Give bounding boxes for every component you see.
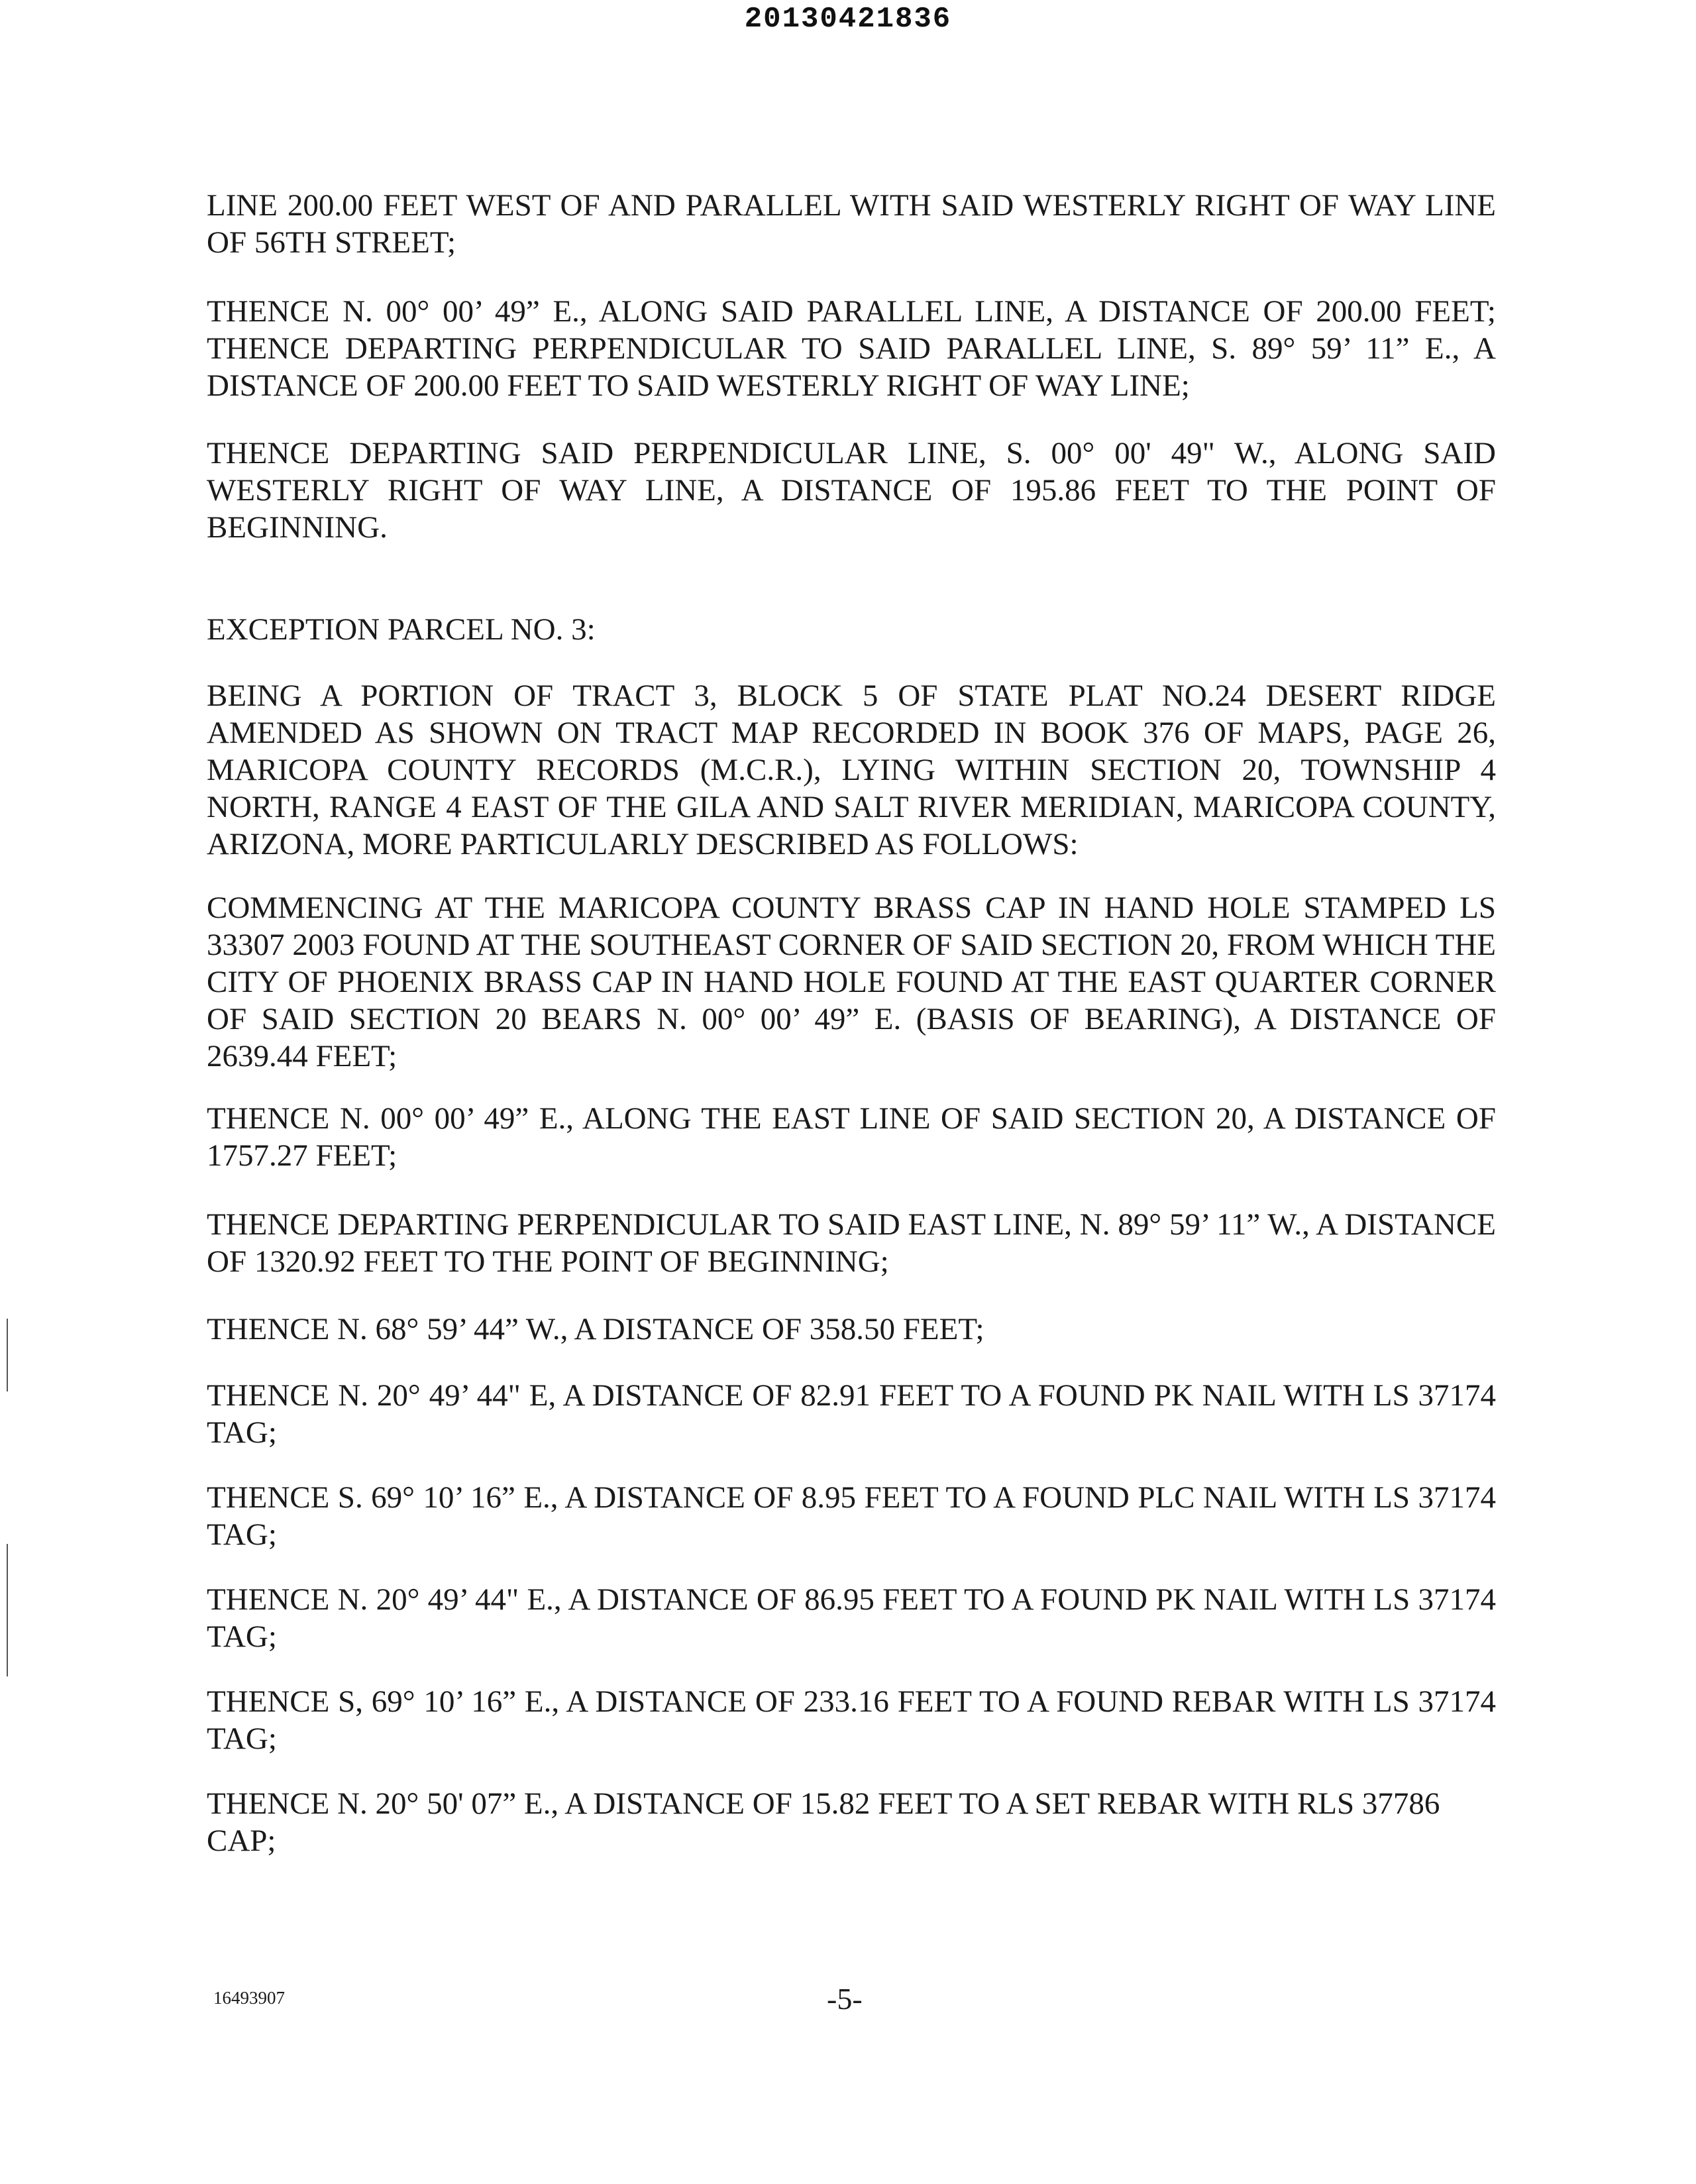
scan-edge-mark — [7, 1319, 8, 1392]
scan-edge-mark — [7, 1544, 8, 1676]
paragraph-commencing: COMMENCING AT THE MARICOPA COUNTY BRASS CAP IN HAND HOLE STAMPED LS 33307 2003 FOUND AT THE SOUTHEAST CORNER OF SAID SECTION 20, FROM WHICH THE CITY OF PHOENIX BRASS CAP IN HAND HOLE FOUND AT THE EAST QUARTER CORNER OF SAID SECTION 20 BEARS N. 00° 00’ 49” E. (BASIS OF BEARING), A DISTANCE OF 2639.44 FEET; — [207, 891, 1496, 1073]
footer-page-number: -5- — [827, 1982, 863, 2016]
paragraph-being-a-portion: BEING A PORTION OF TRACT 3, BLOCK 5 OF STATE PLAT NO.24 DESERT RIDGE AMENDED AS SHOWN ON TRACT MAP RECORDED IN BOOK 376 OF MAPS, PAGE 26, MARICOPA COUNTY RECORDS (M.C.R.), LYING WITHIN SECTION 20, TOWNSHIP 4 NORTH, RANGE 4 EAST OF THE GILA AND SALT RIVER MERIDIAN, MARICOPA COUNTY, ARIZONA, MORE PARTICULARLY DESCRIBED AS FOLLOWS: — [207, 679, 1496, 861]
paragraph-line-200-feet-west: LINE 200.00 FEET WEST OF AND PARALLEL WITH SAID WESTERLY RIGHT OF WAY LINE OF 56TH STREET; — [207, 188, 1496, 260]
paragraph-thence-8-feet: THENCE S. 69° 10’ 16” E., A DISTANCE OF 8.95 FEET TO A FOUND PLC NAIL WITH LS 37174 TAG; — [207, 1480, 1496, 1552]
paragraph-thence-358-feet: THENCE N. 68° 59’ 44” W., A DISTANCE OF 358.50 FEET; — [207, 1312, 984, 1346]
paragraph-thence-86-feet: THENCE N. 20° 49’ 44" E., A DISTANCE OF 86.95 FEET TO A FOUND PK NAIL WITH LS 37174 TAG; — [207, 1582, 1496, 1654]
section-heading-exception-parcel-3: EXCEPTION PARCEL NO. 3: — [207, 612, 596, 647]
paragraph-thence-perpendicular-line: THENCE DEPARTING SAID PERPENDICULAR LINE, S. 00° 00' 49" W., ALONG SAID WESTERLY RIGHT OF WAY LINE, A DISTANCE OF 195.86 FEET TO THE POINT OF BEGINNING. — [207, 436, 1496, 545]
paragraph-thence-point-of-beginning: THENCE DEPARTING PERPENDICULAR TO SAID EAST LINE, N. 89° 59’ 11” W., A DISTANCE OF 1320.92 FEET TO THE POINT OF BEGINNING; — [207, 1207, 1496, 1279]
footer-document-id: 16493907 — [213, 1988, 285, 2008]
paragraph-thence-82-feet: THENCE N. 20° 49’ 44" E, A DISTANCE OF 82.91 FEET TO A FOUND PK NAIL WITH LS 37174 TAG; — [207, 1378, 1496, 1450]
paragraph-thence-233-feet: THENCE S, 69° 10’ 16” E., A DISTANCE OF 233.16 FEET TO A FOUND REBAR WITH LS 37174 TAG; — [207, 1684, 1496, 1756]
recording-number: 20130421836 — [744, 3, 952, 36]
paragraph-thence-15-feet: THENCE N. 20° 50' 07” E., A DISTANCE OF 15.82 FEET TO A SET REBAR WITH RLS 37786 CAP; — [207, 1786, 1440, 1858]
paragraph-thence-east-line: THENCE N. 00° 00’ 49” E., ALONG THE EAST LINE OF SAID SECTION 20, A DISTANCE OF 1757.27 FEET; — [207, 1101, 1496, 1173]
paragraph-thence-parallel-line: THENCE N. 00° 00’ 49” E., ALONG SAID PARALLEL LINE, A DISTANCE OF 200.00 FEET; THENCE DEPARTING PERPENDICULAR TO SAID PARALLEL LINE, S. 89° 59’ 11” E., A DISTANCE OF 200.00 FEET TO SAID WESTERLY RIGHT OF WAY LINE; — [207, 294, 1496, 403]
